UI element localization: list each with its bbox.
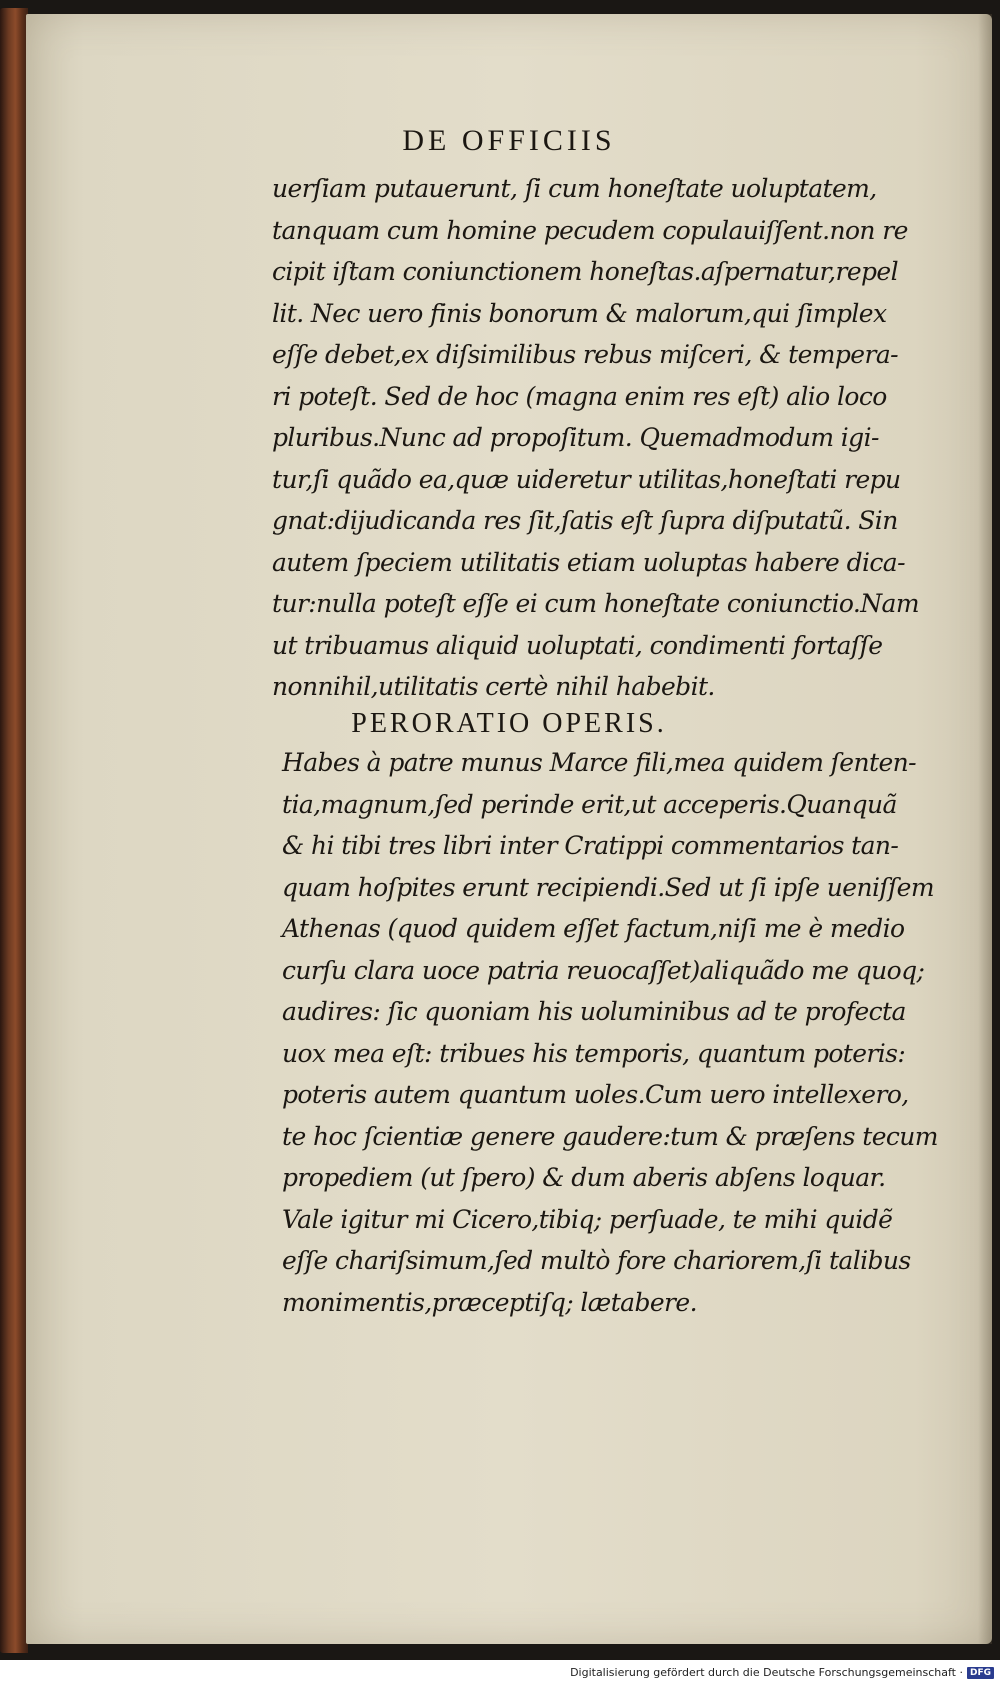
text-line: quam hoſpites erunt recipiendi.Sed ut ſi ipſe ueniſſem	[282, 872, 934, 902]
text-line: tur:nulla poteſt eſſe ei cum honeſtate coniunctio.Nam	[272, 589, 919, 618]
text-block-1	[272, 168, 919, 708]
section-heading: PERORATIO OPERIS.	[351, 708, 667, 739]
text-line: cipit iſtam coniunctionem honeſtas.aſpernatur,repel	[272, 257, 899, 286]
text-line: tur,ſi quãdo ea,quæ uideretur utilitas,honeſtati repu	[272, 464, 901, 494]
text-line: te hoc ſcientiæ genere gaudere:tum & præſens tecum	[282, 1121, 938, 1151]
text-line: & hi tibi tres libri inter Cratippi commentarios tan-	[282, 831, 899, 860]
book-page	[26, 14, 992, 1644]
digitization-credit	[570, 1666, 994, 1679]
text-line: uox mea eſt: tribues his temporis, quantum poteris:	[282, 1038, 906, 1068]
text-line: monimentis,præceptiſq; lætabere.	[282, 1287, 697, 1317]
text-line: gnat:dijudicanda res ſit,ſatis eſt ſupra diſputatũ. Sin	[272, 506, 898, 535]
text-line: nonnihil,utilitatis certè nihil habebit.	[272, 672, 715, 701]
text-line: uerſiam putauerunt, ſi cum honeſtate uoluptatem,	[272, 174, 877, 203]
book-spine-edge	[0, 8, 28, 1653]
text-line: tanquam cum homine pecudem copulauiſſent.non re	[272, 215, 908, 245]
text-line: autem ſpeciem utilitatis etiam uoluptas habere dica-	[272, 547, 905, 577]
text-line: propediem (ut ſpero) & dum aberis abſens loquar.	[282, 1163, 886, 1192]
text-line: ut tribuamus aliquid uoluptati, condimenti fortaſſe	[272, 630, 883, 660]
text-line: Athenas (quod quidem eſſet factum,niſi me è medio	[282, 914, 905, 943]
text-line: eſſe chariſsimum,ſed multò fore chariorem,ſi talibus	[282, 1246, 911, 1275]
credit-text: Digitalisierung gefördert durch die Deutsche Forschungsgemeinschaft ·	[570, 1666, 963, 1679]
text-line: curſu clara uoce patria reuocaſſet)aliquãdo me quoq;	[282, 955, 925, 985]
text-line: tia,magnum,ſed perinde erit,ut acceperis.Quanquã	[282, 789, 897, 819]
text-line: ri poteſt. Sed de hoc (magna enim res eſt) alio loco	[272, 381, 887, 411]
text-line: lit. Nec uero finis bonorum & malorum,qui ſimplex	[272, 298, 887, 328]
text-line: Vale igitur mi Cicero,tibiq; perſuade, te mihi quidẽ	[282, 1204, 893, 1234]
text-line: pluribus.Nunc ad propoſitum. Quemadmodum igi-	[272, 423, 879, 452]
text-line: Habes à patre munus Marce fili,mea quidem ſenten-	[282, 748, 916, 777]
page-edge-shadow	[978, 14, 992, 1644]
text-line: eſſe debet,ex diſsimilibus rebus miſceri, & tempera-	[272, 340, 898, 369]
dfg-logo-icon: DFG	[967, 1667, 994, 1679]
text-line: audires: ſic quoniam his uoluminibus ad te profecta	[282, 997, 906, 1026]
text-block-2	[282, 742, 938, 1323]
text-line: poteris autem quantum uoles.Cum uero intellexero,	[282, 1080, 909, 1109]
running-head: DE OFFICIIS	[402, 124, 616, 157]
